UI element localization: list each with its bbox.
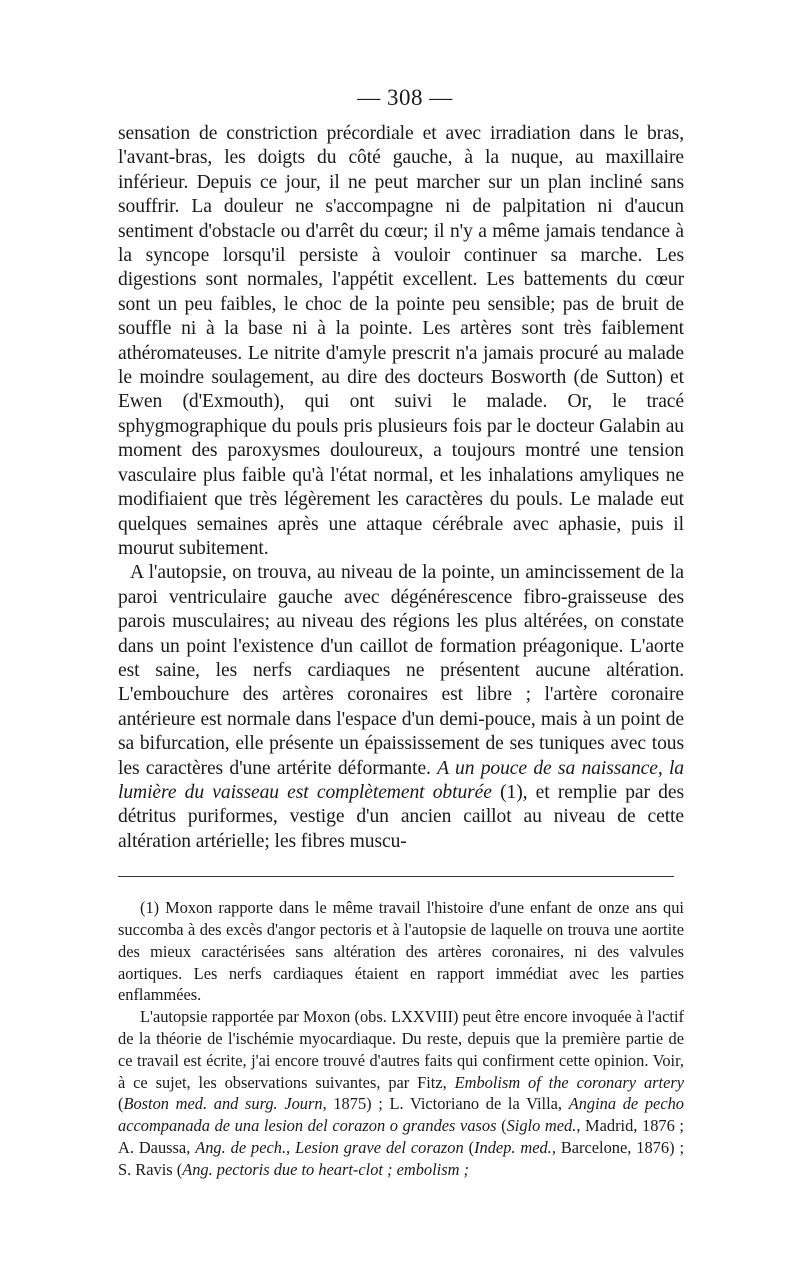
footnote-2-text-k: (	[463, 1137, 475, 1157]
footnote-2-text-m: , Barcelone, 1876) ; S. Ravis (	[118, 1137, 685, 1179]
paragraph-2-end: (1), et remplie par des détritus puriformes, vestige d'un ancien caillot au niveau de cette altération artérielle; les fibres muscu-	[118, 781, 684, 852]
footnote-2-journal-siglo: Siglo med.	[506, 1116, 577, 1136]
paragraph-2-italic: A un pouce de sa naissance, la lumière du vaisseau est complètement obturée	[118, 757, 685, 803]
footnote-2-text-i: , Madrid, 1876 ; A. Daussa,	[118, 1116, 684, 1157]
paragraph-2-start: A l'autopsie, on trouva, au niveau de la pointe, un amincissement de la paroi ventriculaire gauche avec dégénérescence fibro-graisseuse des parois musculaires; au niveau des régions les plus altérées, on constate dans un point l'existence d'un caillot de formation préagonique. L'aorte est saine, les nerfs cardiaques ne présentent aucune altération. L'embouchure des artères coronaires est libre ; l'artère coronaire antérieure est normale dans l'espace d'un demi-pouce, mais à un point de sa bifurcation, elle présente un épaississement de ses tuniques avec tous les caractères d'une artérite déformante.	[118, 562, 684, 779]
main-text	[118, 122, 684, 854]
footnote-2	[118, 1006, 684, 1180]
footnote-2-journal-indep: Indep. med.	[474, 1137, 552, 1157]
footnote-2-text-a: L'autopsie rapportée par Moxon (obs. LXXVIII) peut être encore invoquée à l'actif de la théorie de l'ischémie myocardiaque. Du reste, depuis que la première partie de ce travail est écrite, j'ai encore trouvé d'autres faits qui confirment cette opinion. Voir, à ce sujet, les observations suivantes, par Fitz,	[118, 1007, 684, 1092]
paragraph-1: sensation de constriction précordiale et avec irradiation dans le bras, l'avant-bras, les doigts du côté gauche, à la nuque, au maxillaire inférieur. Depuis ce jour, il ne peut marcher sur un plan incliné sans souffrir. La douleur ne s'accompagne ni de palpitation ni d'aucun sentiment d'obstacle ou d'arrêt du cœur; il n'y a même jamais tendance à la syncope lorsqu'il persiste à vouloir continuer sa marche. Les digestions sont normales, l'appétit excellent. Les battements du cœur sont un peu faibles, le choc de la pointe peu sensible; pas de bruit de souffle ni à la base ni à la pointe. Les artères sont très faiblement athéromateuses. Le nitrite d'amyle prescrit n'a jamais procuré au malade le moindre soulagement, au dire des docteurs Bosworth (de Sutton) et Ewen (d'Exmouth), qui ont suivi le malade. Or, le tracé sphygmographique du pouls pris plusieurs fois par le docteur Galabin au moment des paroxysmes douloureux, a toujours montré une tension vasculaire plus faible qu'à l'état normal, et les inhalations amyliques ne modifiaient que très légèrement les caractères du pouls. Le malade eut quelques semaines après une attaque cérébrale avec aphasie, puis il mourut subitement.	[118, 123, 684, 559]
footnote-2-text-e: , 1875) ; L. Victoriano de la Villa,	[322, 1094, 569, 1114]
footnote-1: (1) Moxon rapporte dans le même travail l'histoire d'une enfant de onze ans qui succomba à des excès d'angor pectoris et à l'autopsie de laquelle on trouva une aortite des mieux caractérisées sans altération des artères coronaires, ni des valvules aortiques. Les nerfs cardiaques étaient en rapport immédiat avec les parties enflammées.	[118, 898, 684, 1005]
footnote-separator	[118, 876, 674, 877]
page-number: — 308 —	[357, 85, 453, 110]
footnote-2-text-c: (	[118, 1094, 124, 1114]
footnote-2-title-daussa: Ang. de pech., Lesion grave del corazon	[195, 1137, 464, 1157]
footnote-2-text-g: (	[496, 1116, 507, 1136]
footnotes	[118, 897, 684, 1180]
footnote-2-title-villa: Angina de pecho accompanada de una lesion del corazon o grandes vasos	[118, 1094, 684, 1136]
footnote-2-title-ravis: Ang. pectoris due to heart-clot ; embolism ;	[182, 1159, 469, 1179]
document-page	[118, 84, 684, 1181]
paragraph-2	[118, 561, 684, 854]
footnote-2-journal-boston: Boston med. and surg. Journ	[123, 1094, 323, 1114]
footnote-2-title-fitz: Embolism of the coronary artery	[454, 1072, 685, 1092]
